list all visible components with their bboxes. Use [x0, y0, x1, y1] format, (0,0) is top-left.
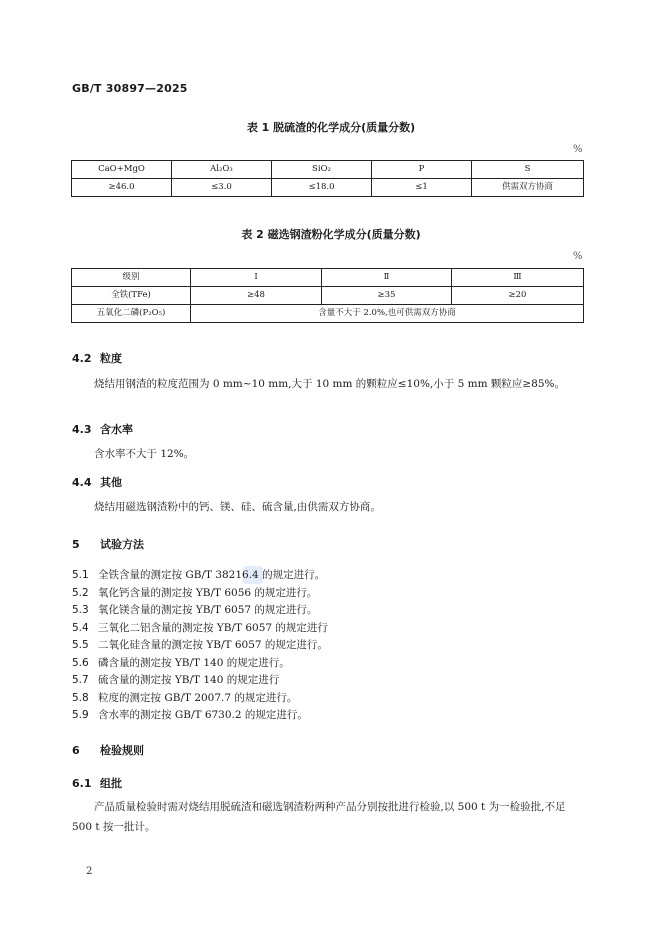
list-item: [72, 655, 328, 673]
section-number: 5: [72, 538, 80, 551]
table2-unit: %: [573, 251, 583, 262]
test-methods-list: [72, 567, 328, 725]
section-4-4-heading: [72, 474, 122, 490]
item-number: 5.1: [72, 569, 89, 581]
list-item: [72, 567, 328, 585]
section-title: 其他: [100, 476, 122, 489]
section-number: 6.1: [72, 777, 92, 790]
table2-header-row: [72, 269, 584, 287]
table2-merged-cell: 含量不大于 2.0%,也可供需双方协商: [191, 305, 584, 323]
table1-data-row: [72, 179, 584, 197]
paragraph-text: 产品质量检验时需对烧结用脱硫渣和磁选钢渣粉两种产品分别按批进行检验,以 500 t 为一检验批,不足 500 t 按一批计。: [72, 801, 566, 833]
table2-cell: ≥20: [452, 287, 584, 305]
section-4-3-text: [72, 444, 584, 464]
item-number: 5.8: [72, 691, 89, 704]
table1-cell: ≤3.0: [172, 179, 272, 197]
page-number: 2: [86, 866, 93, 877]
section-4-3-heading: [72, 421, 133, 437]
section-title: 试验方法: [100, 538, 144, 551]
table1-header-cell: SiO₂: [272, 161, 372, 179]
table1-header-cell: Al₂O₃: [172, 161, 272, 179]
table2-header-cell: Ⅰ: [191, 269, 322, 287]
section-number: 4.2: [72, 352, 92, 365]
list-item: [72, 637, 328, 655]
list-item: [72, 672, 328, 690]
table1-cell: 供需双方协商: [472, 179, 584, 197]
item-number: 5.4: [72, 621, 89, 634]
table2-row-tfe: [72, 287, 584, 305]
item-number: 5.9: [72, 709, 89, 721]
table1-cell: ≤18.0: [272, 179, 372, 197]
table2-cell: ≥35: [322, 287, 452, 305]
table2-cell: ≥48: [191, 287, 322, 305]
section-number: 6: [72, 744, 80, 757]
section-title: 含水率: [100, 423, 133, 436]
section-6-heading: [72, 742, 144, 758]
item-text: 磷含量的测定按 YB/T 140 的规定进行。: [98, 656, 290, 669]
list-item: [72, 602, 328, 620]
table1-header-cell: CaO+MgO: [72, 161, 172, 179]
item-text: 氧化钙含量的测定按 YB/T 6056 的规定进行。: [98, 586, 318, 599]
paragraph-text: 烧结用钢渣的粒度范围为 0 mm~10 mm,大于 10 mm 的颗粒应≤10%,小于 5 mm 颗粒应≥85%。: [94, 378, 566, 390]
table2-header-cell: Ⅱ: [322, 269, 452, 287]
table1-unit: %: [573, 144, 583, 155]
table2-row-p2o5: [72, 305, 584, 323]
list-item: [72, 620, 328, 638]
paragraph-text: 含水率不大于 12%。: [94, 448, 195, 460]
item-number: 5.2: [72, 586, 89, 599]
item-number: 5.3: [72, 604, 89, 616]
table1: [71, 160, 584, 197]
table1-cell: ≥46.0: [72, 179, 172, 197]
item-text: 粒度的测定按 GB/T 2007.7 的规定进行。: [98, 691, 298, 704]
item-text: 全铁含量的测定按 GB/T 38216.4 的规定进行。: [98, 569, 326, 581]
list-item: [72, 707, 328, 725]
section-6-1-text: [72, 797, 584, 837]
item-text: 硫含量的测定按 YB/T 140 的规定进行: [98, 674, 280, 686]
table1-caption: 表 1 脱硫渣的化学成分(质量分数): [246, 121, 416, 134]
section-number: 4.3: [72, 423, 92, 436]
section-5-heading: [72, 536, 144, 552]
list-item: [72, 585, 328, 603]
table1-cell: ≤1: [372, 179, 472, 197]
item-number: 5.7: [72, 674, 89, 686]
section-title: 检验规则: [100, 744, 144, 757]
table1-header-row: [72, 161, 584, 179]
list-item: [72, 690, 328, 708]
item-text: 二氧化硅含量的测定按 YB/T 6057 的规定进行。: [98, 639, 328, 651]
item-text: 三氧化二铝含量的测定按 YB/T 6057 的规定进行: [98, 621, 328, 634]
table2-header-cell: Ⅲ: [452, 269, 584, 287]
table2-cell: 五氧化二磷(P₂O₅): [72, 305, 191, 323]
section-title: 粒度: [100, 352, 122, 365]
section-number: 4.4: [72, 476, 92, 489]
item-number: 5.6: [72, 656, 89, 669]
table2-cell: 全铁(TFe): [72, 287, 191, 305]
item-text: 含水率的测定按 GB/T 6730.2 的规定进行。: [98, 709, 308, 721]
paragraph-text: 烧结用磁选钢渣粉中的钙、镁、硅、硫含量,由供需双方协商。: [94, 501, 381, 513]
section-4-2-text: [72, 374, 584, 394]
table2-caption: 表 2 磁选钢渣粉化学成分(质量分数): [241, 228, 421, 241]
item-number: 5.5: [72, 639, 89, 651]
section-title: 组批: [100, 777, 122, 790]
table1-header-cell: S: [472, 161, 584, 179]
item-text: 氧化镁含量的测定按 YB/T 6057 的规定进行。: [98, 604, 318, 616]
table1-header-cell: P: [372, 161, 472, 179]
table2-header-cell: 级别: [72, 269, 191, 287]
section-4-2-heading: [72, 350, 122, 366]
section-6-1-heading: [72, 775, 122, 791]
table2: [71, 268, 584, 323]
section-4-4-text: [72, 497, 584, 517]
standard-code: GB/T 30897—2025: [72, 82, 188, 95]
